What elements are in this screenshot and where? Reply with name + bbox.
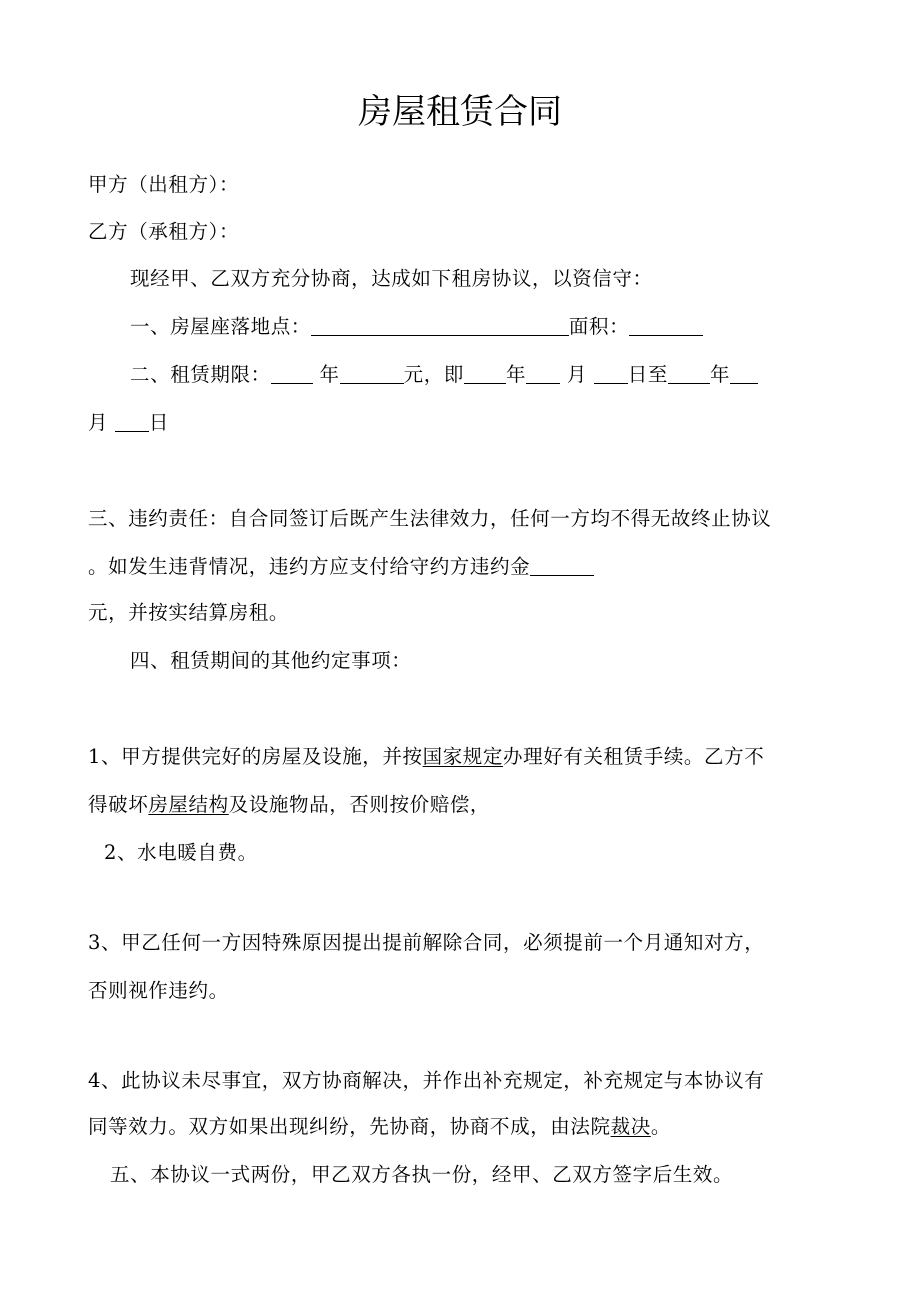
item-4-line-2	[88, 1112, 671, 1142]
area-label: 面积：	[568, 315, 630, 338]
house-structure-text: 房屋结构	[148, 793, 229, 816]
start-month-text: 月	[566, 363, 587, 386]
term-yuan-text: 元，即	[403, 363, 464, 386]
item-1-line-2	[88, 790, 490, 820]
clause-2-term	[130, 360, 758, 390]
area-blank	[629, 315, 703, 336]
clause-5: 五、本协议一式两份，甲乙双方各执一份，经甲、乙双方签字后生效。	[110, 1163, 734, 1186]
end-month-text: 月	[88, 411, 109, 434]
item-1-text-a: 1、甲方提供完好的房屋及设施，并按	[88, 745, 423, 768]
end-day-text: 日	[148, 411, 170, 434]
start-year-text: 年	[505, 363, 527, 386]
item-4-text-a: 同等效力。双方如果出现纠纷，先协商，协商不成，由法院	[88, 1115, 611, 1138]
document-title: 房屋租赁合同	[358, 92, 562, 132]
term-years-blank	[271, 363, 313, 384]
item-1-text-b: 办理好有关租赁手续。乙方不	[503, 745, 765, 768]
item-1-line-1	[88, 742, 764, 772]
clause-3-text: 。如发生违背情况，违约方应支付给守约方违约金	[88, 555, 531, 578]
end-year-blank	[668, 363, 710, 384]
clause-3-line-3: 元，并按实结算房租。	[88, 601, 290, 624]
item-3-line-1: 3、甲乙任何一方因特殊原因提出提前解除合同，必须提前一个月通知对方，	[88, 931, 765, 954]
ruling-text: 裁决	[610, 1115, 651, 1138]
term-year-text: 年	[319, 363, 340, 386]
national-regulation-text: 国家规定	[422, 745, 504, 768]
item-2: 2、水电暖自费。	[104, 841, 258, 864]
location-label: 一、房屋座落地点：	[130, 315, 311, 338]
party-a-line: 甲方（出租方）：	[88, 173, 240, 196]
item-4-text-b: 。	[650, 1115, 671, 1138]
day-to-text: 日至	[627, 363, 668, 386]
rent-blank	[340, 363, 404, 384]
clause-1-location	[130, 312, 703, 342]
clause-4-heading: 四、租赁期间的其他约定事项：	[130, 649, 412, 672]
item-1-text-c: 得破坏	[88, 793, 149, 816]
item-1-text-d: 及设施物品，否则按价赔偿，	[228, 793, 491, 816]
intro-paragraph: 现经甲、乙双方充分协商，达成如下租房协议，以资信守：	[130, 267, 653, 290]
clause-3-line-1: 三、违约责任：自合同签订后既产生法律效力，任何一方均不得无故终止协议	[88, 507, 772, 530]
start-month-blank	[526, 363, 560, 384]
end-day-blank	[115, 411, 149, 432]
clause-3-line-2	[88, 552, 594, 582]
term-label: 二、租赁期限：	[130, 363, 271, 386]
end-month-blank	[730, 363, 758, 384]
clause-2-term-cont	[88, 408, 169, 438]
item-4-line-1: 4、此协议未尽事宜，双方协商解决，并作出补充规定，补充规定与本协议有	[88, 1069, 765, 1092]
start-year-blank	[464, 363, 506, 384]
penalty-blank	[530, 555, 594, 576]
end-year-text: 年	[709, 363, 731, 386]
party-b-line: 乙方（承租方）：	[88, 220, 240, 243]
start-day-blank	[594, 363, 628, 384]
location-blank	[311, 315, 569, 336]
item-3-line-2: 否则视作违约。	[88, 979, 229, 1002]
